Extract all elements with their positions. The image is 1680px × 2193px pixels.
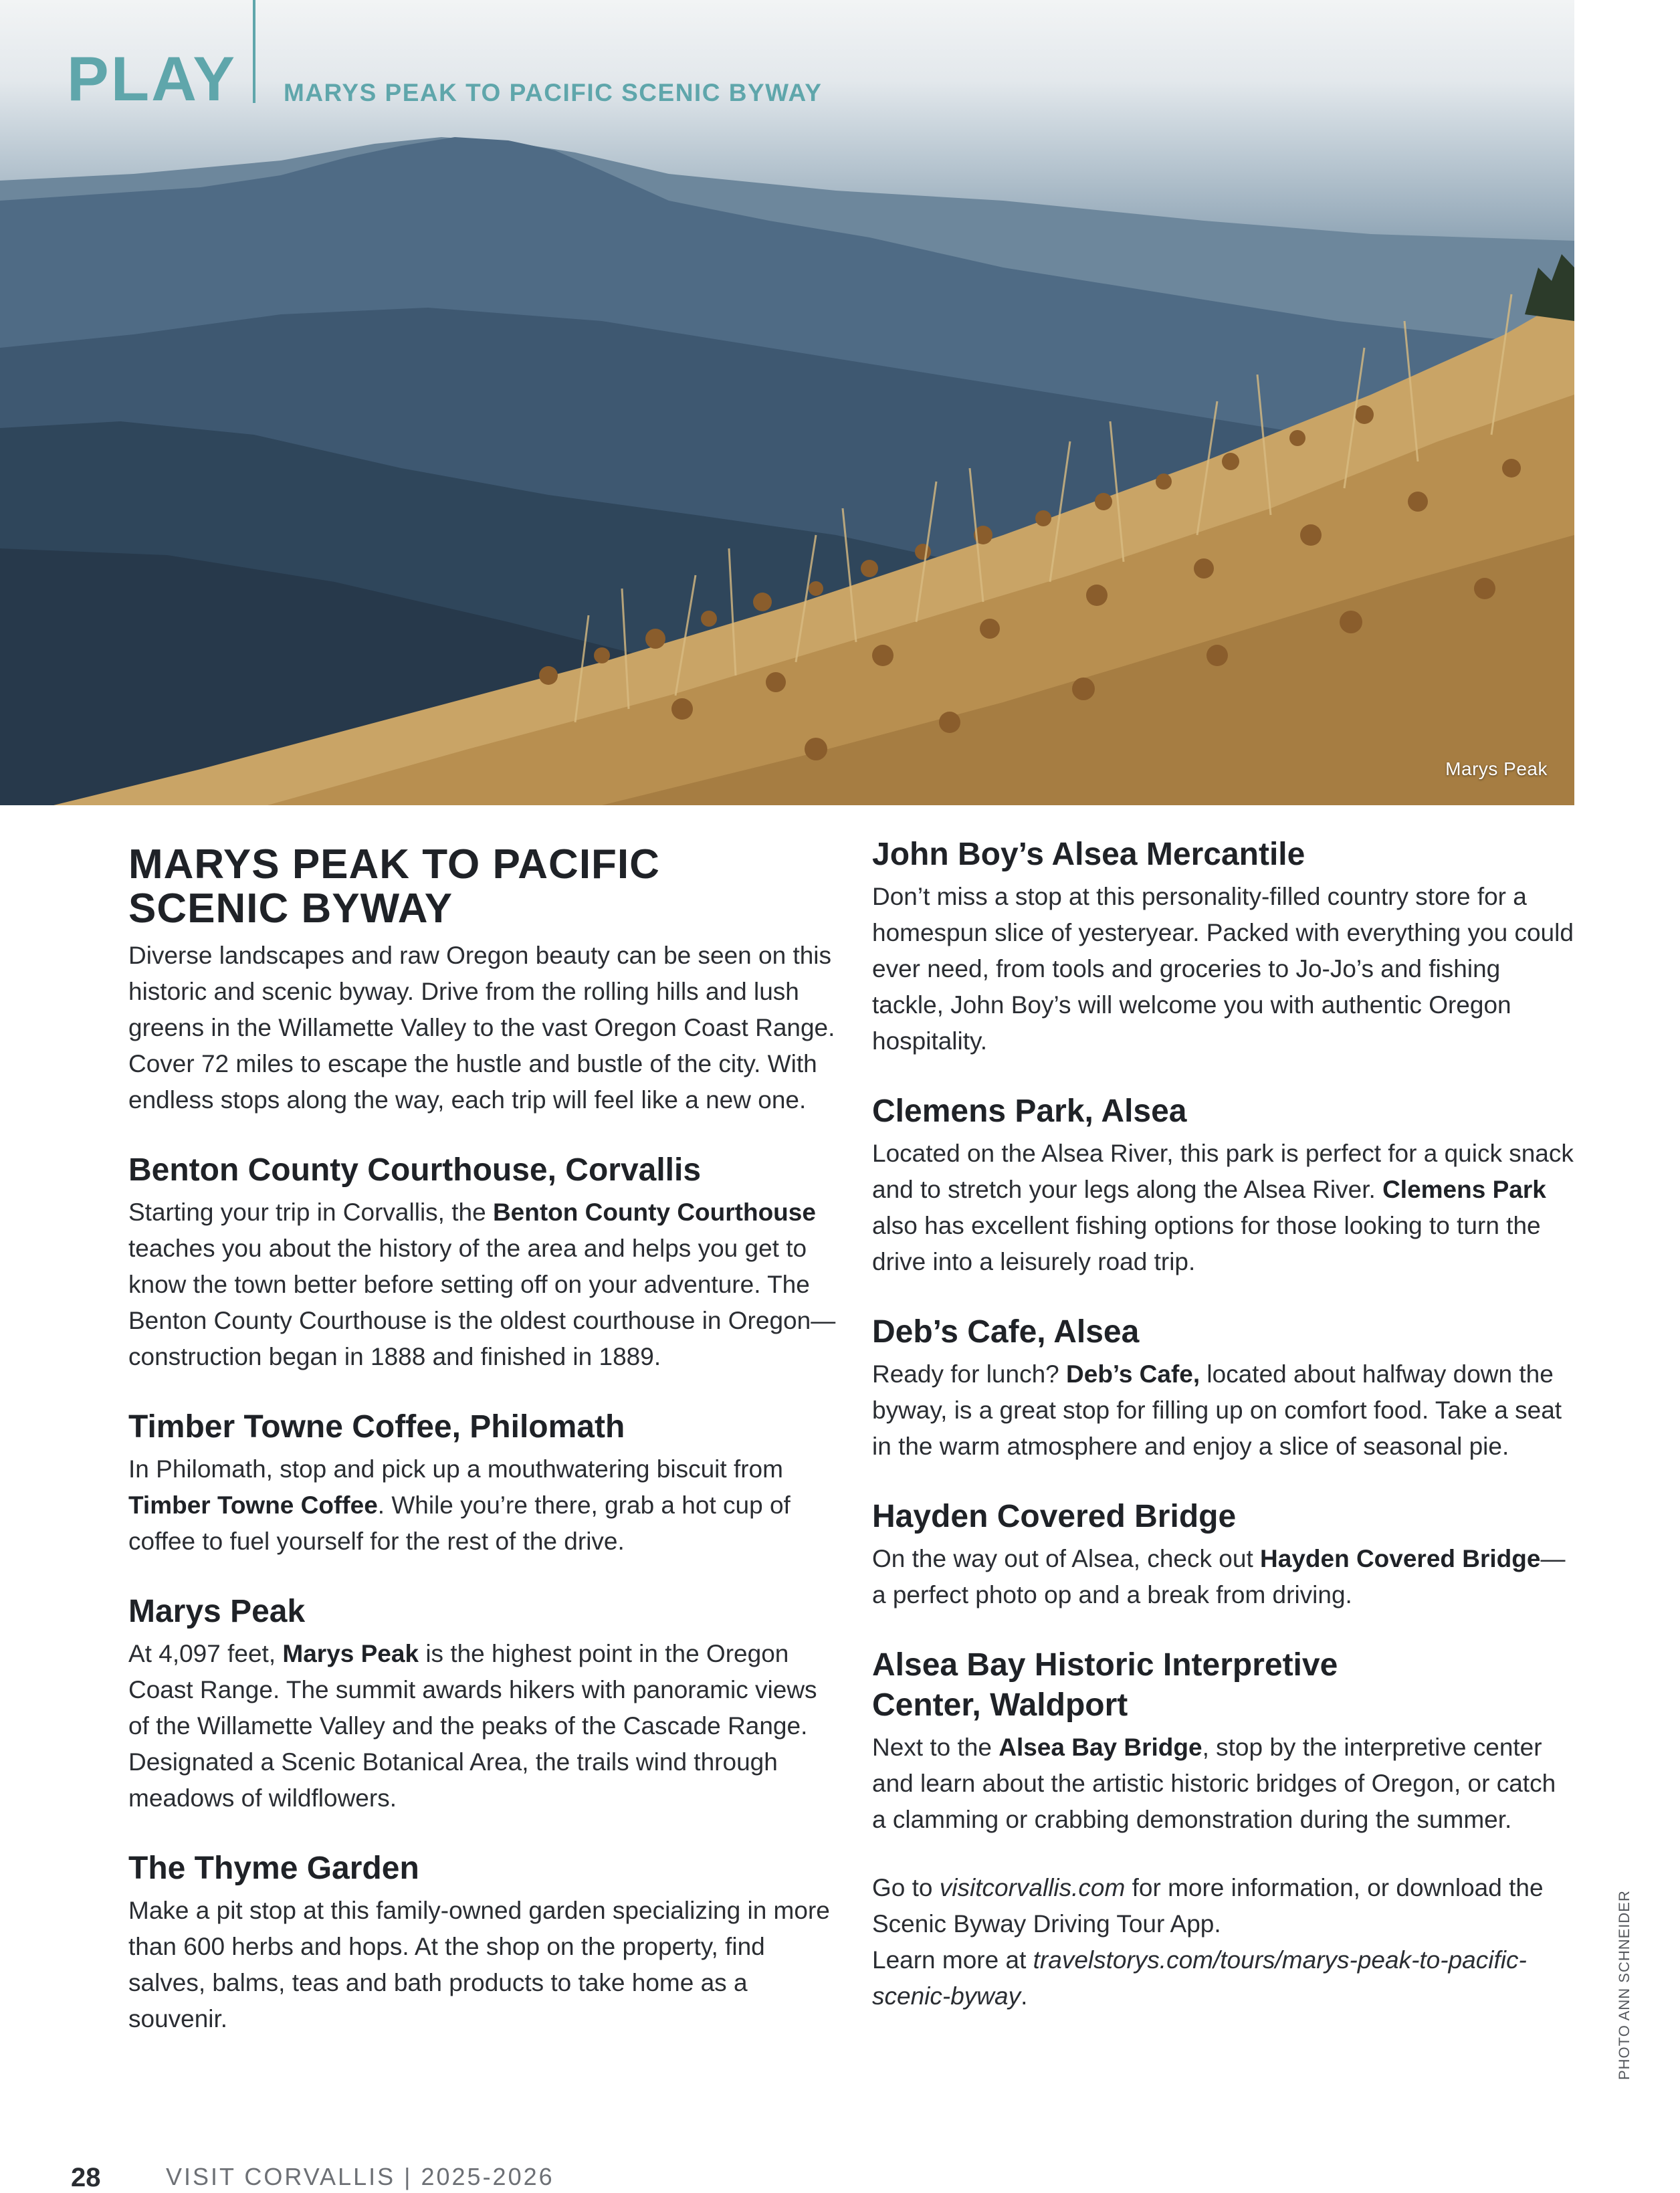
stop-heading: Benton County Courthouse, Corvallis — [128, 1152, 702, 1188]
highlight-name: Marys Peak — [282, 1640, 419, 1667]
stop-benton-courthouse — [128, 1150, 836, 1375]
stop-description: Make a pit stop at this family-owned garden specializing in more than 600 herbs and hops. At the shop on the property, find salves, balms, teas and bath products to take home as a souvenir. — [128, 1897, 830, 2032]
stop-description: On the way out of Alsea, check out Hayden Covered Bridge—a perfect photo op and a break from driving. — [872, 1545, 1566, 1608]
stop-description: Don’t miss a stop at this personality-filled country store for a homespun slice of yesteryear. Packed with everything you could ever need, from tools and groceries to Jo-Jo’s and fishing tackle, John Boy’s will welcome you with authentic Oregon hospitality. — [872, 883, 1574, 1055]
page-number: 28 — [71, 2163, 101, 2192]
article-left-column — [128, 835, 836, 2069]
visitcorvallis-link[interactable]: visitcorvallis.com — [939, 1874, 1126, 1901]
stop-debs-cafe — [872, 1312, 1574, 1465]
stop-description: At 4,097 feet, Marys Peak is the highest point in the Oregon Coast Range. The summit awards hikers with panoramic views of the Willamette Valley and the peaks of the Cascade Range. Designated a Scenic Botanical Area, the trails wind through meadows of wildflowers. — [128, 1640, 817, 1812]
intro-text: Diverse landscapes and raw Oregon beauty can be seen on this historic and scenic byway. Drive from the rolling hills and lush greens in the Willamette Valley to the vast Oregon Coast Range. Cover 72 miles to escape the hustle and bustle of the city. With endless stops along the way, each trip will feel like a new one. — [128, 942, 835, 1114]
publication-name: VISIT CORVALLIS | 2025-2026 — [166, 2163, 554, 2190]
header-divider — [253, 0, 255, 103]
mountain-landscape-illustration — [0, 0, 1574, 805]
travelstorys-link[interactable]: travelstorys.com/tours/marys-peak-to-pacific-scenic-byway — [872, 1946, 1527, 2010]
stop-thyme-garden — [128, 1849, 836, 2037]
stop-heading: Timber Towne Coffee, Philomath — [128, 1409, 625, 1445]
stop-hayden-bridge — [872, 1497, 1574, 1613]
stop-description: Starting your trip in Corvallis, the Benton County Courthouse teaches you about the history of the area and helps you get to know the town better before setting off on your adventure. The Benton County Courthouse is the oldest courthouse in Oregon—construction began in 1888 and finished in 1889. — [128, 1198, 836, 1370]
highlight-name: Deb’s Cafe, — [1066, 1360, 1200, 1388]
hero-photo — [0, 0, 1574, 805]
highlight-name: Timber Towne Coffee — [128, 1491, 378, 1519]
photo-credit: PHOTO ANN SCHNEIDER — [1616, 1890, 1633, 2080]
stop-heading: Alsea Bay Historic Interpretive Center, Waldport — [872, 1647, 1338, 1723]
article-right-column — [872, 835, 1574, 2014]
learn-more-text: Learn more at travelstorys.com/tours/marys-peak-to-pacific-scenic-byway. — [872, 1946, 1527, 2010]
stop-heading: Clemens Park, Alsea — [872, 1093, 1187, 1129]
article-title — [128, 843, 836, 931]
stop-clemens-park — [872, 1091, 1574, 1280]
stop-description: In Philomath, stop and pick up a mouthwatering biscuit from Timber Towne Coffee. While you’re there, grab a hot cup of coffee to fuel yourself for the rest of the drive. — [128, 1455, 791, 1555]
photo-caption: Marys Peak — [1445, 758, 1548, 779]
highlight-name: Clemens Park — [1382, 1176, 1546, 1203]
header-subtitle: MARYS PEAK TO PACIFIC SCENIC BYWAY — [284, 79, 823, 106]
highlight-name: Benton County Courthouse — [492, 1198, 816, 1226]
stop-description: Ready for lunch? Deb’s Cafe, located about halfway down the byway, is a great stop for filling up on comfort food. Take a seat in the warm atmosphere and enjoy a slice of seasonal pie. — [872, 1360, 1562, 1460]
stop-timber-towne — [128, 1407, 836, 1560]
highlight-name: Alsea Bay Bridge — [999, 1734, 1202, 1761]
article-title-line2: SCENIC BYWAY — [128, 885, 453, 932]
stop-description: Located on the Alsea River, this park is perfect for a quick snack and to stretch your legs along the Alsea River. Clemens Park also has excellent fishing options for those looking to turn the drive into a leisurely road trip. — [872, 1140, 1574, 1275]
stop-heading: Deb’s Cafe, Alsea — [872, 1314, 1140, 1350]
stop-heading: John Boy’s Alsea Mercantile — [872, 837, 1305, 872]
stop-heading: Marys Peak — [128, 1594, 306, 1629]
stop-heading: The Thyme Garden — [128, 1851, 419, 1886]
highlight-name: Hayden Covered Bridge — [1260, 1545, 1541, 1572]
section-label: PLAY — [67, 43, 237, 114]
stop-description: Next to the Alsea Bay Bridge, stop by the interpretive center and learn about the artistic historic bridges of Oregon, or catch a clamming or crabbing demonstration during the summer. — [872, 1734, 1556, 1833]
more-info-block — [872, 1870, 1574, 2014]
stop-marys-peak — [128, 1592, 836, 1816]
stop-heading: Hayden Covered Bridge — [872, 1499, 1237, 1534]
stop-john-boys — [872, 835, 1574, 1059]
more-info-text: Go to visitcorvallis.com for more information, or download the Scenic Byway Driving Tour App. — [872, 1874, 1544, 1938]
stop-alsea-bay-center — [872, 1645, 1574, 1838]
article-title-line1: MARYS PEAK TO PACIFIC — [128, 841, 660, 887]
intro-block — [128, 938, 836, 1118]
